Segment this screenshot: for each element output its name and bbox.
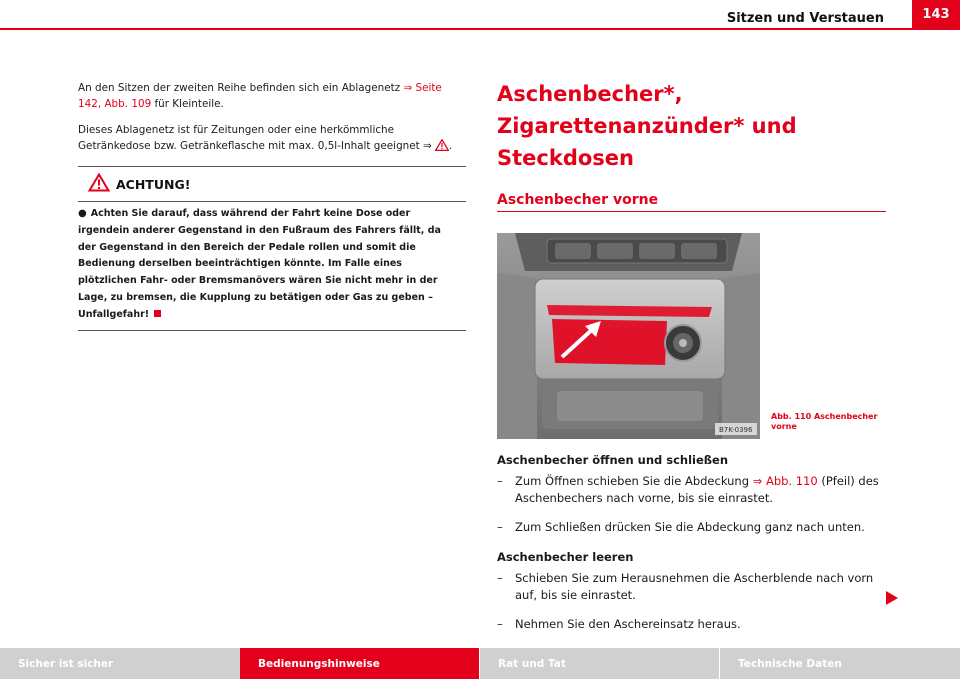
list-item bbox=[497, 473, 889, 507]
net-text-end: . bbox=[448, 140, 453, 152]
dash: – bbox=[497, 571, 503, 585]
figure-caption: Abb. 110 Aschenbecher vorne bbox=[771, 412, 878, 431]
warning-box bbox=[78, 166, 466, 331]
step-takeout-text: Nehmen Sie den Aschereinsatz heraus. bbox=[515, 617, 741, 631]
figure-code: B7K-0396 bbox=[719, 426, 753, 434]
dash: – bbox=[497, 474, 503, 488]
section-end-marker-icon bbox=[154, 310, 161, 317]
net-paragraph bbox=[78, 122, 468, 156]
warning-body bbox=[78, 202, 466, 330]
warning-title: ACHTUNG! bbox=[116, 176, 191, 192]
step-remove-text: Schieben Sie zum Herausnehmen die Ascherblende nach vorn auf, bis sie einrastet. bbox=[515, 571, 874, 602]
empty-heading: Aschenbecher leeren bbox=[497, 550, 634, 564]
list-item bbox=[497, 570, 889, 604]
page-number: 143 bbox=[912, 0, 960, 29]
list-item bbox=[497, 519, 889, 536]
net-text: Dieses Ablagenetz ist für Zeitungen oder eine herkömmliche Getränkedose bzw. Getränkeflasche mit max. 0,5l-Inhalt geeignet ⇒ bbox=[78, 124, 432, 152]
header-rule bbox=[0, 28, 960, 30]
footer-tab-technische-daten[interactable]: Technische Daten bbox=[719, 648, 960, 679]
footer-tab-bedienungshinweise[interactable]: Bedienungshinweise bbox=[240, 648, 479, 679]
warning-header bbox=[78, 167, 466, 202]
cross-reference-link[interactable]: Seite 142, Abb. 109 bbox=[78, 82, 442, 110]
intro-paragraph bbox=[78, 80, 468, 112]
warning-text: Achten Sie darauf, dass während der Fahrt keine Dose oder irgendein anderer Gegenstand in den Fußraum des Fahrers fällt, da der Gegenstand in den Bereich der Pedale rollen und somit die Bedienung derselben beeinträchtigen könnte. Im Falle eines plötzlichen Fahr- oder Bremsmanövers wären Sie nicht mehr in der Lage, zu bremsen, die Kupplung zu betätigen oder Gas zu geben – Unfallgefahr! bbox=[78, 208, 441, 320]
footer-tab-sicher[interactable]: Sicher ist sicher bbox=[0, 648, 240, 679]
step-close-text: Zum Schließen drücken Sie die Abdeckung ganz nach unten. bbox=[515, 520, 865, 534]
next-page-arrow-icon[interactable] bbox=[886, 590, 898, 609]
step-open-text bbox=[515, 473, 889, 507]
step-open-before: Zum Öffnen schieben Sie die Abdeckung bbox=[515, 474, 753, 488]
footer-tab-rat-und-tat[interactable]: Rat und Tat bbox=[479, 648, 719, 679]
figure-reference-link[interactable]: ⇒ Abb. 110 bbox=[752, 474, 818, 488]
section-title: Aschenbecher*, Zigarettenanzünder* und Steckdosen bbox=[497, 82, 797, 170]
cross-reference-arrow: ⇒ bbox=[403, 82, 413, 94]
step-open-after: (Pfeil) des Aschenbechers nach vorne, bis sie einrastet. bbox=[515, 474, 879, 505]
ashtray-figure bbox=[497, 233, 760, 439]
list-item bbox=[497, 616, 889, 633]
dash: – bbox=[497, 617, 503, 631]
warning-triangle-icon[interactable] bbox=[435, 139, 449, 156]
dash: – bbox=[497, 520, 503, 534]
intro-text-end: für Kleinteile. bbox=[151, 98, 224, 110]
bullet-icon: ● bbox=[78, 208, 87, 219]
intro-text: An den Sitzen der zweiten Reihe befinden sich ein Ablagenetz bbox=[78, 82, 404, 94]
page-header-title: Sitzen und Verstauen bbox=[726, 11, 884, 26]
figure-row bbox=[497, 233, 889, 439]
right-column bbox=[497, 78, 889, 645]
footer-navigation bbox=[0, 648, 960, 679]
open-close-heading: Aschenbecher öffnen und schließen bbox=[497, 453, 729, 467]
subsection-title: Aschenbecher vorne bbox=[497, 192, 886, 212]
left-column bbox=[78, 80, 468, 331]
warning-triangle-icon bbox=[88, 173, 110, 196]
